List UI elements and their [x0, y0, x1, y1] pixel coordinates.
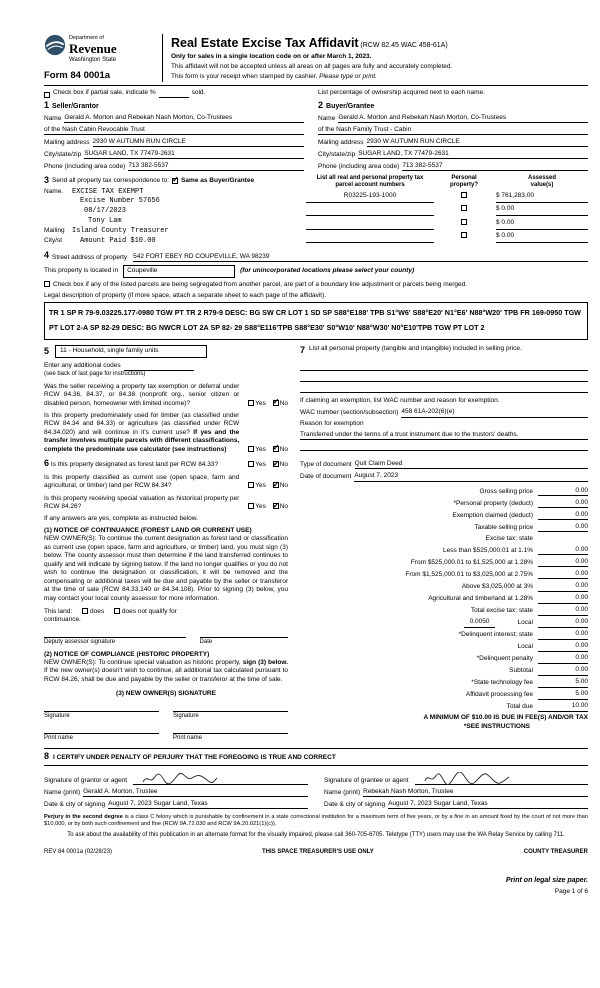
section-5-number: 5 [44, 345, 50, 356]
parcel-number-field-3[interactable] [306, 219, 434, 230]
doc-date-label: Date of document [300, 473, 352, 481]
legal-description-label: Legal description of property (if more space, attach a separate sheet to each page of the affidavit). [44, 291, 327, 299]
tax-row-value-field[interactable] [538, 535, 588, 543]
land-use-code-select[interactable]: 11 - Household, single family units [55, 345, 207, 358]
street-address-field[interactable]: 542 FORT EBEY RD COUPEVILLE, WA 98239 [133, 253, 588, 262]
yes-label: Yes [255, 445, 266, 453]
tax-row-value-field[interactable]: 0.00 [538, 487, 588, 496]
additional-codes-label: Enter any additional codes [44, 362, 121, 370]
tax-row-label: Excise tax: state [485, 534, 533, 542]
section-1-title: Seller/Grantor [52, 102, 99, 110]
tax-row-value-field[interactable]: 10.00 [538, 702, 588, 711]
partial-sale-row [44, 89, 588, 97]
legal-description-field[interactable]: TR 1 SP R 79-9.03225.177-0980 TGW PT TR 2 R79-9 DESC: BG SW CR LOT 1 SD SP S88°E188' TPB S1°W6' S88°E20' N1°E6' N88°W20' TPB FR 169-0950 TGW PT LOT 2-A SP 82-29 DESC: BG NWCR LOT 2A SP 82- 29 S88°E116'TPB S88°E30' S0°W10' N88°W30' N0°E10'TPB TGW PT LOT 2 [44, 302, 588, 340]
s5-q2-no-checkbox[interactable] [273, 446, 279, 452]
perjury-statement: Perjury in the second degree is a class C felony which is punishable by confinement in a state correctional institution for a maximum term of five years, or by a fine in an amount fixed by the court of not more than $10,000, or by both such confinement and fine (RCW 9A.72.030 and RCW 9A.20.021(1)(c)). [44, 813, 588, 828]
current-use-answer [243, 482, 288, 490]
tax-row [300, 523, 588, 532]
new-owner-signature-field-2[interactable]: Signature [173, 711, 288, 721]
new-owner-print-name-field-2[interactable]: Print name [173, 733, 288, 743]
header [44, 34, 588, 86]
dept-of-text: Department of [69, 34, 104, 41]
land-does-checkbox[interactable] [82, 608, 88, 614]
partial-sale-label: Check box if partial sale, indicate % [53, 89, 156, 97]
tax-row [300, 642, 588, 651]
tax-row-label: *Delinquent penalty [476, 655, 533, 663]
segregated-label: Check box if any of the listed parcels are being segregated from another parcel, are part of a boundary line adjustment or parcels being merged. [53, 280, 468, 288]
tax-row-label: Above $3,025,000 at 3% [461, 583, 533, 591]
partial-sale-percent-field[interactable] [159, 90, 189, 98]
tax-row [300, 654, 588, 663]
street-address-label: Street address of property [52, 253, 128, 261]
land-does-not-checkbox[interactable] [114, 608, 120, 614]
s6-q2-yes-checkbox[interactable] [248, 482, 254, 488]
stamp-line-2: Excise Number 57656 [80, 197, 160, 206]
personal-property-header-line2: property? [449, 182, 478, 189]
tax-row-label: Total excise tax: state [470, 607, 533, 615]
grantee-signature-label: Signature of grantee or agent [324, 776, 409, 784]
grantee-name-print-label: Name (print) [324, 788, 361, 796]
segregated-checkbox[interactable] [44, 281, 50, 287]
seller-exemption-question: Was the seller receiving a property tax exemption or deferral under RCW 84.36, 84.37, or 84.38 (nonprofit org., senior citizen or disabled person, homeowner with limited income)? [44, 382, 240, 407]
grantee-date-city-field[interactable]: August 7, 2023 Sugar Land, Texas [388, 800, 588, 809]
timber-agriculture-answer [243, 446, 288, 454]
tax-row-value-field[interactable]: 0.00 [538, 570, 588, 579]
tax-row [300, 678, 588, 687]
section-8-number: 8 [44, 751, 50, 762]
s5-q1-yes-checkbox[interactable] [248, 400, 254, 406]
tax-row-rate-prefix[interactable]: 0.0050 [464, 618, 496, 627]
form-number: Form 84 0001a [44, 69, 111, 81]
tax-row-label: *Delinquent interest: state [458, 631, 533, 639]
tax-row [300, 558, 588, 567]
main-columns [44, 345, 588, 742]
ownership-percentage-note: List percentage of ownership acquired next to each name. [318, 89, 485, 97]
yes-label: Yes [255, 461, 266, 469]
section-7-number: 7 [300, 344, 306, 355]
parties-section [44, 100, 588, 171]
does-not-label: does not qualify for [121, 607, 177, 615]
tax-row-value-field[interactable]: 0.00 [538, 523, 588, 532]
parcel-numbers-column [306, 175, 434, 246]
continuance-label: continuance. [44, 616, 81, 624]
does-label: does [90, 607, 105, 615]
tax-row-value-field[interactable]: 0.00 [538, 618, 588, 627]
partial-sale-sold-label: sold. [191, 89, 206, 97]
new-owner-print-name-field-1[interactable]: Print name [44, 733, 159, 743]
grantor-signature-label: Signature of grantor or agent [44, 776, 128, 784]
minimum-due-note: A MINIMUM OF $10.00 IS DUE IN FEE(S) AND/OR TAX [423, 714, 588, 722]
tax-row-value-field[interactable]: 0.00 [538, 666, 588, 675]
tax-row-value-field[interactable]: 0.00 [538, 606, 588, 615]
s6-q2-no-checkbox[interactable] [273, 482, 279, 488]
buyer-mailing-label: Mailing address [318, 138, 364, 146]
partial-sale-checkbox[interactable] [44, 92, 50, 98]
seller-name-field[interactable]: Gerald A. Morton and Rebekah Nash Morton, Co-Trustees [64, 114, 304, 123]
seller-mailing-field[interactable]: 2930 W AUTUMN RUN CIRCLE [93, 138, 304, 147]
tax-row [300, 511, 588, 520]
header-note-2: This affidavit will not be accepted unless all areas on all pages are fully and accurately completed. [171, 62, 453, 70]
header-note-3: This form is your receipt when stamped by cashier. Please type or print. [171, 72, 377, 80]
section-3-tax-correspondence [44, 175, 588, 246]
tax-row-label: Subtotal [509, 667, 533, 675]
buyer-city-field[interactable]: SUGAR LAND, TX 77479-2631 [358, 150, 588, 159]
tax-row-value-field[interactable]: 0.00 [538, 511, 588, 520]
dor-logo-icon [44, 34, 66, 56]
no-label: No [279, 461, 288, 469]
grantor-date-city-label: Date & city of signing [44, 800, 106, 808]
buyer-mailing-field[interactable]: 2930 W AUTUMN RUN CIRCLE [367, 138, 588, 147]
section-3-number: 3 [44, 174, 50, 185]
excise-tax-table [300, 487, 588, 712]
assessed-value-column [496, 175, 588, 246]
header-note-1: Only for sales in a single location code on or after March 1, 2023. [171, 52, 372, 60]
buyer-phone-field[interactable]: 713 382-5537 [402, 162, 588, 171]
no-label: No [279, 503, 288, 511]
parcel-number-field-4[interactable] [306, 232, 434, 243]
section-2-buyer [316, 100, 588, 171]
new-owner-signature-field-1[interactable]: Signature [44, 711, 159, 721]
no-label: No [279, 482, 288, 490]
alternate-format-note: To ask about the availability of this publication in an alternate format for the visually impaired, please call 360-705-6705. Teletype (TTY) users may use the WA Relay Service by calling 711. [67, 831, 565, 838]
sections-5-6-column [44, 345, 288, 742]
tax-row-label: Less than $525,000.01 at 1.1% [443, 546, 533, 554]
s5-q1-no-checkbox[interactable] [273, 400, 279, 406]
rev-number: REV 84 0001a (02/28/23) [44, 848, 113, 855]
location-select[interactable]: Coupeville [123, 265, 235, 277]
historic-property-question: Is this property receiving special valuation as historical property per RCW 84.26? [44, 494, 240, 511]
buyer-phone-label: Phone (including area code) [318, 162, 400, 170]
doc-date-field[interactable]: August 7, 2023 [354, 472, 588, 481]
seller-name-label: Name [44, 114, 62, 122]
stamp-line-6: Amount Paid $10.00 [80, 236, 156, 245]
tax-row [300, 546, 588, 555]
tax-row [300, 570, 588, 579]
current-use-question: Is this property classified as current use (open space, farm and agricultural, or timber) land per RCW 84.34? [44, 473, 240, 490]
grantor-signature-field[interactable] [133, 771, 308, 785]
additional-codes-field[interactable] [124, 363, 194, 371]
no-label: No [279, 399, 288, 407]
timber-agriculture-question: Is this property predominately used for timber (as classified under RCW 84.34 and 84.33) or agriculture (as classified under RCW 84.34.020) and will continue in it's current use? If yes and the transfer involves multiple parcels with different classifications, complete the predominate use calculator (see instructions) [44, 411, 240, 453]
no-label: No [279, 445, 288, 453]
seller-phone-field[interactable]: 713 382-5537 [128, 162, 304, 171]
assessed-value-field-3[interactable]: $ 0.00 [496, 219, 588, 230]
tax-row [300, 702, 588, 711]
seller-phone-label: Phone (including area code) [44, 162, 126, 170]
dept-wordmark [69, 35, 117, 55]
personal-property-checkbox-4[interactable] [461, 232, 467, 238]
s6-q1-yes-checkbox[interactable] [248, 461, 254, 467]
reason-exemption-label: Reason for exemption [300, 419, 364, 427]
assessed-value-header-line1: Assessed [527, 174, 557, 181]
dor-logo-block [44, 34, 154, 82]
see-instructions-note: *SEE INSTRUCTIONS [463, 722, 530, 730]
tax-row-label: Affidavit processing fee [465, 691, 533, 699]
personal-property-column [440, 175, 488, 246]
section-1-seller [44, 100, 316, 171]
s5-q2-yes-checkbox[interactable] [248, 446, 254, 452]
tax-row-label: Local [517, 643, 533, 651]
tax-row-label: From $525,000.01 to $1,525,000 at 1.28% [410, 559, 533, 567]
notice-compliance-body: NEW OWNER(S): To continue special valuation as historic property, sign (3) below. If the new owner(s) doesn't wish to continue, all additional tax calculated pursuant to RCW 84.26, shall be due and payable by the seller or transferor at the time of sale. [44, 659, 288, 683]
grantor-signature-scribble [141, 772, 219, 786]
correspondence-name-label: Name. [44, 187, 64, 195]
tax-row-value-field[interactable]: 0.00 [538, 594, 588, 603]
footer [44, 814, 588, 897]
tax-row-label: From $1,525,000.01 to $3,025,000 at 2.75% [405, 571, 533, 579]
this-land-label: This land: [44, 607, 73, 615]
personal-property-checkbox-2[interactable] [461, 205, 467, 211]
tax-row-label: *State technology fee [471, 679, 533, 687]
forest-land-answer [243, 461, 288, 469]
tax-row-value-field[interactable]: 0.00 [538, 642, 588, 651]
header-divider [162, 34, 163, 82]
tax-row [300, 594, 588, 603]
new-owners-signature-title: (3) NEW OWNER(S) SIGNATURE [116, 690, 216, 698]
unincorporated-note: (for unincorporated locations please select your county) [240, 267, 415, 275]
wac-number-field[interactable]: 458 61A-202(6)(e) [401, 408, 588, 417]
tax-row [300, 618, 588, 627]
located-in-label: This property is located in [44, 267, 119, 275]
personal-property-list-field[interactable] [300, 360, 588, 393]
parcel-header-line2: parcel account numbers [335, 182, 405, 189]
s6-q3-yes-checkbox[interactable] [248, 503, 254, 509]
county-treasurer-label: COUNTY TREASURER [523, 848, 588, 855]
correspondence-city-label: City/st [44, 236, 63, 244]
title-block [171, 34, 452, 82]
seller-city-field[interactable]: SUGAR LAND, TX 77479-2631 [84, 150, 304, 159]
buyer-name-label: Name [318, 114, 336, 122]
assessed-value-field-1[interactable]: $ 761,283.00 [496, 192, 588, 203]
additional-codes-note: (see back of last page for instructions) [44, 370, 146, 377]
exemption-note: If claiming an exemption, list WAC number and reason for exemption. [300, 396, 500, 404]
section-2-title: Buyer/Grantee [326, 102, 375, 110]
notice-compliance-title: (2) NOTICE OF COMPLIANCE (HISTORIC PROPERTY) [44, 650, 210, 658]
certify-statement: I CERTIFY UNDER PENALTY OF PERJURY THAT THE FOREGOING IS TRUE AND CORRECT [53, 754, 336, 762]
tax-row-label: Agricultural and timberland at 1.28% [428, 595, 533, 603]
legal-paper-note: Print on legal size paper. [505, 877, 588, 885]
revenue-wordmark: Revenue [69, 41, 117, 57]
tax-row-label: Gross selling price [479, 487, 533, 495]
doc-type-label: Type of document [300, 460, 352, 468]
grantee-signature-scribble [423, 772, 511, 786]
assessed-value-field-2[interactable]: $ 0.00 [496, 205, 588, 216]
grantee-signature-block [324, 769, 588, 809]
deputy-assessor-date-field[interactable]: Date [200, 637, 288, 647]
tax-row-value-field[interactable]: 0.00 [538, 546, 588, 555]
rcw-reference: (RCW 82.45 WAC 458-61A) [360, 42, 448, 49]
tax-row-value-field[interactable]: 0.00 [538, 558, 588, 567]
washington-state-text: Washington State [69, 57, 117, 63]
buyer-city-label: City/state/zip [318, 150, 356, 158]
stamp-line-5: Island County Treasurer [72, 226, 169, 235]
land-qualify-row [44, 608, 288, 616]
section-8-certification [44, 748, 588, 809]
parcel-header-line1: List all real and personal property tax [316, 174, 424, 181]
forest-land-question: 6 Is this property designated as forest land per RCW 84.33? [44, 458, 219, 469]
historic-property-answer [243, 503, 288, 511]
personal-property-checkbox-3[interactable] [461, 219, 467, 225]
section-7-column [300, 345, 588, 742]
tax-row [300, 666, 588, 675]
notice-continuance-title: (1) NOTICE OF CONTINUANCE (FOREST LAND OR CURRENT USE) [44, 527, 252, 534]
section-4-number: 4 [44, 250, 50, 261]
grantee-name-print-field[interactable]: Rebekah Nash Morton, Trustee [363, 788, 588, 797]
rev-row [44, 849, 588, 857]
tax-row-label: Total due [506, 703, 533, 711]
reason-exemption-field[interactable]: Transferred under the terms of a trust instrument due to the trustors' deaths. [300, 429, 588, 451]
tax-row-value-field[interactable]: 5.00 [538, 690, 588, 699]
tax-row-label: *Personal property (deduct) [453, 499, 533, 507]
same-as-buyer-label: Same as Buyer/Grantee [181, 176, 255, 184]
tax-row [300, 690, 588, 699]
answers-yes-instruction: If any answers are yes, complete as instructed below. [44, 514, 198, 522]
assessed-value-header-line2: value(s) [530, 182, 554, 189]
s6-q1-no-checkbox[interactable] [273, 461, 279, 467]
same-as-buyer-checkbox[interactable] [172, 178, 178, 184]
tax-row [300, 535, 588, 543]
grantor-name-print-field[interactable]: Gerald A. Morton, Trustee [83, 788, 308, 797]
grantee-signature-field[interactable] [415, 771, 588, 785]
wac-number-label: WAC number (section/subsection) [300, 409, 399, 417]
assessed-value-field-4[interactable]: $ 0.00 [496, 232, 588, 243]
grantee-date-city-label: Date & city of signing [324, 800, 386, 808]
tax-row [300, 630, 588, 639]
section-4-property-location [44, 250, 588, 340]
seller-mailing-label: Mailing address [44, 138, 90, 146]
s6-q3-no-checkbox[interactable] [273, 503, 279, 509]
deputy-assessor-signature-field[interactable]: Deputy assessor signature [44, 637, 186, 647]
stamp-line-4: Tony Lam [88, 217, 122, 226]
tax-row-value-field[interactable]: 0.00 [538, 630, 588, 639]
tax-row-label: Taxable selling price [474, 523, 533, 531]
stamp-line-3: 08/17/2023 [84, 207, 127, 216]
tax-row-value-field[interactable]: 0.00 [538, 654, 588, 663]
personal-property-list-label: List all personal property (tangible and intangible) included in selling price. [309, 344, 522, 352]
page-number: Page 1 of 6 [554, 888, 588, 896]
seller-exemption-answer [243, 400, 288, 408]
treasurer-space-label: THIS SPACE TREASURER'S USE ONLY [262, 848, 374, 855]
yes-label: Yes [255, 399, 266, 407]
personal-property-checkbox-1[interactable] [461, 192, 467, 198]
tax-row [300, 582, 588, 591]
tax-row [300, 606, 588, 615]
parcel-number-field-1[interactable]: R03225-193-1000 [306, 192, 434, 203]
tax-row-value-field[interactable]: 0.00 [538, 582, 588, 591]
tax-row [300, 499, 588, 508]
seller-name-field-line2[interactable]: of the Nash Cabin Revocable Trust [44, 126, 304, 135]
tax-row-value-field[interactable]: 0.00 [538, 499, 588, 508]
send-correspondence-label: Send all property tax correspondence to: [52, 176, 170, 184]
tax-row-label: Exemption claimed (deduct) [452, 511, 533, 519]
tax-row [300, 487, 588, 496]
doc-type-field[interactable]: Quit Claim Deed [355, 460, 588, 469]
yes-label: Yes [255, 503, 266, 511]
seller-city-label: City/state/zip [44, 150, 82, 158]
stamp-line-1: EXCISE TAX EXEMPT [72, 187, 144, 196]
tax-row-value-field[interactable]: 5.00 [538, 678, 588, 687]
parcel-number-field-2[interactable] [306, 205, 434, 216]
yes-label: Yes [255, 482, 266, 490]
grantor-date-city-field[interactable]: August 7, 2023 Sugar Land, Texas [108, 800, 308, 809]
page-title: Real Estate Excise Tax Affidavit [171, 36, 359, 50]
section-2-number: 2 [318, 99, 324, 110]
tax-row-label: Local [517, 619, 533, 627]
personal-property-header-line1: Personal [451, 174, 477, 181]
grantor-name-print-label: Name (print) [44, 788, 81, 796]
correspondence-mailing-label: Mailing [44, 226, 65, 234]
section-1-number: 1 [44, 99, 50, 110]
notice-continuance-body: NEW OWNER(S): To continue the current designation as forest land or classification as current use (open space, farm and agriculture, or timber) land, you must sign (3) below. The county assessor must then determine if the land transferred continues to qualify and will indicate by signing below. If the land no longer qualifies or you do not wish to continue the designation or classification, it will be removed and the compensating or additional taxes will be due and payable by the seller or transferor at the time of sale (RCW 84.33.140 or 84.34.108). Prior to signing (3) below, you may contact your local county assessor for more information. [44, 535, 288, 602]
buyer-name-field-line2[interactable]: of the Nash Family Trust - Cabin [318, 126, 588, 135]
grantor-signature-block [44, 769, 308, 809]
buyer-name-field[interactable]: Gerald A. Morton and Rebekah Nash Morton, Co-Trustees [338, 114, 588, 123]
